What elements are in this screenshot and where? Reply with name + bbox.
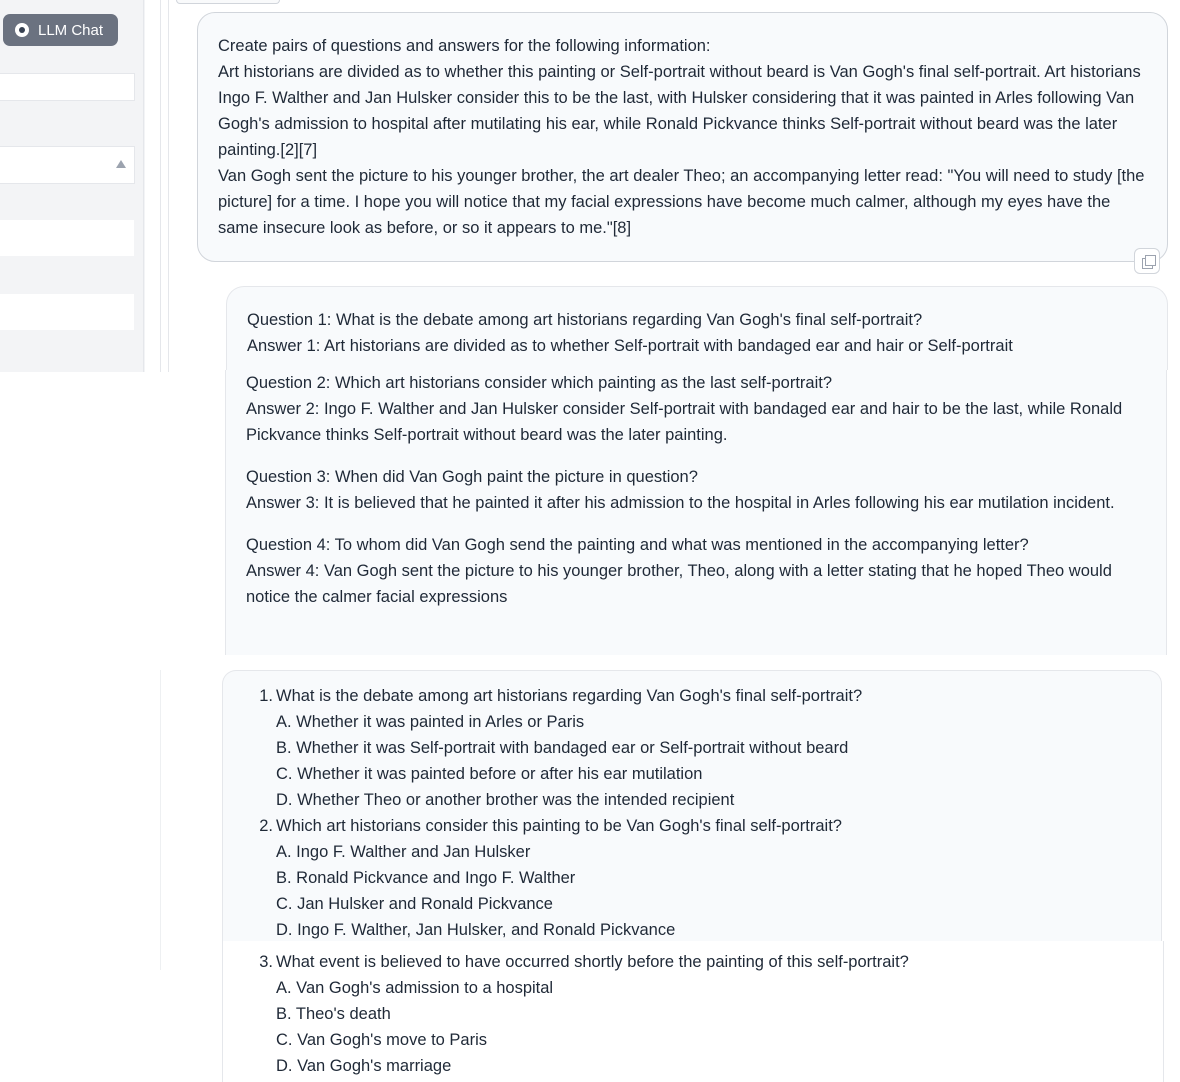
copy-button[interactable] bbox=[1134, 248, 1160, 274]
quiz-option: D. Van Gogh's marriage bbox=[276, 1057, 452, 1075]
assistant-message-quiz-continued bbox=[222, 941, 1164, 1082]
assistant-message-qa bbox=[226, 286, 1168, 370]
user-message bbox=[197, 12, 1168, 262]
sidebar-input[interactable] bbox=[0, 73, 135, 101]
answer-text: Answer 2: Ingo F. Walther and Jan Hulsker consider Self-portrait with bandaged ear and hair to be the last, while Ronald Pickvance thinks Self-portrait without beard was the later painting. bbox=[246, 400, 1123, 444]
quiz-item bbox=[251, 813, 1141, 941]
llm-chat-button[interactable] bbox=[3, 14, 118, 46]
sidebar-list-row[interactable] bbox=[0, 257, 134, 293]
question-text: Question 1: What is the debate among art historians regarding Van Gogh's final self-portrait? bbox=[247, 311, 923, 329]
sidebar-divider bbox=[143, 0, 144, 372]
sidebar-rail-inner bbox=[168, 0, 169, 372]
assistant-message-quiz bbox=[222, 670, 1162, 941]
sidebar-list-row[interactable] bbox=[0, 184, 134, 220]
quiz-option: A. Van Gogh's admission to a hospital bbox=[276, 979, 554, 997]
quiz-option: B. Theo's death bbox=[276, 1005, 391, 1023]
radio-dot-icon bbox=[15, 23, 29, 37]
user-message-line: Art historians are divided as to whether this painting or Self-portrait without beard is Van Gogh's final self-portrait. Art historians Ingo F. Walther and Jan Hulsker consider this to be the last, with Hulsker considering that it was painted in Arles following Van Gogh's admission to hospital after mutilating his ear, while Ronald Pickvance thinks Self-portrait without beard was the later painting.[2][7] bbox=[218, 63, 1141, 159]
quiz-option: A. Ingo F. Walther and Jan Hulsker bbox=[276, 843, 531, 861]
quiz-number: 2. bbox=[259, 817, 273, 835]
sidebar-dropdown[interactable] bbox=[0, 146, 135, 184]
quiz-item bbox=[251, 683, 1141, 813]
user-message-line: Create pairs of questions and answers for the following information: bbox=[218, 37, 711, 55]
quiz-item bbox=[251, 949, 1143, 1079]
quiz-number: 1. bbox=[259, 687, 273, 705]
qa-pair bbox=[246, 464, 1146, 516]
lower-rail bbox=[160, 670, 161, 970]
answer-text: Answer 1: Art historians are divided as to whether Self-portrait with bandaged ear and hair or Self-portrait bbox=[247, 337, 1013, 355]
answer-text: Answer 3: It is believed that he painted it after his admission to the hospital in Arles following his ear mutilation incident. bbox=[246, 494, 1115, 512]
quiz-number: 3. bbox=[259, 953, 273, 971]
user-message-line: Van Gogh sent the picture to his younger brother, the art dealer Theo; an accompanying letter read: "You will need to study [the picture] for a time. I hope you will notice that my facial expressions have become much calmer, although my eyes have the same insecure look as before, or so it appears to me."[8] bbox=[218, 167, 1145, 237]
sidebar-list-row[interactable] bbox=[0, 294, 134, 330]
question-text: Question 2: Which art historians consider which painting as the last self-portrait? bbox=[246, 374, 833, 392]
quiz-question: What event is believed to have occurred shortly before the painting of this self-portrait? bbox=[276, 953, 909, 971]
quiz-option: A. Whether it was painted in Arles or Paris bbox=[276, 713, 585, 731]
quiz-question: What is the debate among art historians regarding Van Gogh's final self-portrait? bbox=[276, 687, 863, 705]
llm-chat-label: LLM Chat bbox=[38, 21, 104, 39]
quiz-option: B. Ronald Pickvance and Ingo F. Walther bbox=[276, 869, 576, 887]
quiz-option: D. Ingo F. Walther, Jan Hulsker, and Ronald Pickvance bbox=[276, 921, 676, 939]
question-text: Question 3: When did Van Gogh paint the picture in question? bbox=[246, 468, 698, 486]
sidebar-list-row[interactable] bbox=[0, 220, 134, 256]
quiz-option: C. Van Gogh's move to Paris bbox=[276, 1031, 488, 1049]
qa-pair bbox=[246, 532, 1146, 610]
quiz-option: C. Whether it was painted before or after his ear mutilation bbox=[276, 765, 703, 783]
assistant-message-qa-continued bbox=[225, 370, 1167, 655]
sidebar-rail bbox=[160, 0, 161, 372]
quiz-option: B. Whether it was Self-portrait with bandaged ear or Self-portrait without beard bbox=[276, 739, 849, 757]
sidebar-list-row[interactable] bbox=[0, 331, 134, 367]
quiz-question: Which art historians consider this painting to be Van Gogh's final self-portrait? bbox=[276, 817, 842, 835]
top-tab-edge bbox=[176, 0, 280, 4]
qa-pair bbox=[246, 370, 1146, 448]
question-text: Question 4: To whom did Van Gogh send the painting and what was mentioned in the accompanying letter? bbox=[246, 536, 1029, 554]
caret-up-icon bbox=[116, 160, 126, 168]
quiz-option: D. Whether Theo or another brother was the intended recipient bbox=[276, 791, 735, 809]
quiz-option: C. Jan Hulsker and Ronald Pickvance bbox=[276, 895, 553, 913]
answer-text: Answer 4: Van Gogh sent the picture to his younger brother, Theo, along with a letter stating that he hoped Theo would notice the calmer facial expressions bbox=[246, 562, 1112, 606]
